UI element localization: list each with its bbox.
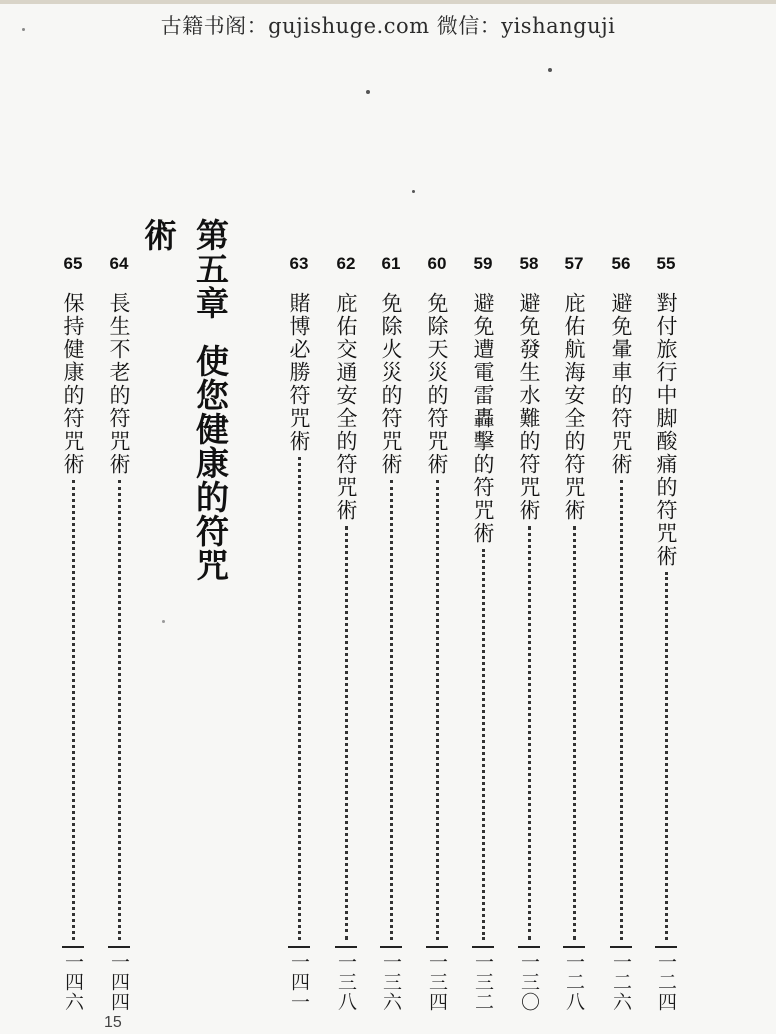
entry-page: 一三八 bbox=[335, 952, 357, 1012]
scan-speck bbox=[366, 90, 370, 94]
leader-dots bbox=[72, 480, 75, 940]
page-dash bbox=[335, 946, 357, 948]
toc-entry[interactable] bbox=[101, 252, 137, 1012]
chapter-number: 第五章 bbox=[191, 218, 230, 320]
entry-title: 庇佑航海安全的符咒術 bbox=[562, 292, 586, 522]
entry-page: 一四六 bbox=[62, 952, 84, 1012]
toc-entry[interactable] bbox=[328, 252, 364, 1012]
top-strip bbox=[0, 0, 776, 4]
entry-page: 一二六 bbox=[610, 952, 632, 1012]
page-dash bbox=[518, 946, 540, 948]
toc-entry[interactable] bbox=[556, 252, 592, 1012]
entry-number: 58 bbox=[519, 254, 539, 273]
toc-entry[interactable] bbox=[603, 252, 639, 1012]
entry-title: 庇佑交通安全的符咒術 bbox=[334, 292, 358, 522]
entry-number: 63 bbox=[289, 254, 309, 273]
toc-entry[interactable] bbox=[511, 252, 547, 1012]
toc-entry[interactable] bbox=[465, 252, 501, 1012]
chapter-title: 使您健康的符咒術 bbox=[139, 218, 230, 582]
page-dash bbox=[62, 946, 84, 948]
scan-speck bbox=[548, 68, 552, 72]
leader-dots bbox=[436, 480, 439, 940]
entry-number: 62 bbox=[336, 254, 356, 273]
page-number-fragment: 15 bbox=[104, 1014, 122, 1031]
entry-title: 保持健康的符咒術 bbox=[61, 292, 85, 476]
leader-dots bbox=[573, 526, 576, 940]
page-dash bbox=[610, 946, 632, 948]
entry-number: 61 bbox=[381, 254, 401, 273]
leader-dots bbox=[390, 480, 393, 940]
entry-page: 一二四 bbox=[655, 952, 677, 1012]
page-dash bbox=[108, 946, 130, 948]
entry-page: 一二八 bbox=[563, 952, 585, 1012]
leader-dots bbox=[665, 572, 668, 940]
page-dash bbox=[380, 946, 402, 948]
leader-dots bbox=[298, 457, 301, 940]
entry-title: 避免遭電雷轟擊的符咒術 bbox=[471, 292, 495, 545]
leader-dots bbox=[528, 526, 531, 940]
toc-entry[interactable] bbox=[648, 252, 684, 1012]
scan-speck bbox=[22, 28, 25, 31]
entry-page: 一三六 bbox=[380, 952, 402, 1012]
entry-number: 65 bbox=[63, 254, 83, 273]
entry-page: 一三〇 bbox=[518, 952, 540, 1012]
entry-page: 一三二 bbox=[472, 952, 494, 1012]
entry-page: 一四一 bbox=[288, 952, 310, 1012]
page-dash bbox=[288, 946, 310, 948]
toc-entry[interactable] bbox=[373, 252, 409, 1012]
watermark-text: 古籍书阁：gujishuge.com 微信：yishanguji bbox=[160, 14, 616, 38]
scan-speck bbox=[162, 620, 165, 623]
entry-number: 55 bbox=[656, 254, 676, 273]
leader-dots bbox=[482, 549, 485, 940]
entry-title: 免除天災的符咒術 bbox=[425, 292, 449, 476]
leader-dots bbox=[620, 480, 623, 940]
entry-title: 賭博必勝符咒術 bbox=[287, 292, 311, 453]
entry-page: 一三四 bbox=[426, 952, 448, 1012]
entry-title: 對付旅行中脚酸痛的符咒術 bbox=[654, 292, 678, 568]
entry-number: 57 bbox=[564, 254, 584, 273]
entry-title: 免除火災的符咒術 bbox=[379, 292, 403, 476]
scan-speck bbox=[412, 190, 415, 193]
entry-number: 64 bbox=[109, 254, 129, 273]
page-dash bbox=[472, 946, 494, 948]
toc-entry[interactable] bbox=[419, 252, 455, 1012]
toc-entry[interactable] bbox=[281, 252, 317, 1012]
chapter-heading bbox=[139, 218, 236, 608]
page-dash bbox=[426, 946, 448, 948]
entry-title: 長生不老的符咒術 bbox=[107, 292, 131, 476]
entry-number: 59 bbox=[473, 254, 493, 273]
entry-number: 60 bbox=[427, 254, 447, 273]
entry-title: 避免暈車的符咒術 bbox=[609, 292, 633, 476]
entry-page: 一四四 bbox=[108, 952, 130, 1012]
leader-dots bbox=[118, 480, 121, 940]
leader-dots bbox=[345, 526, 348, 940]
page-dash bbox=[655, 946, 677, 948]
page-dash bbox=[563, 946, 585, 948]
toc-entry[interactable] bbox=[55, 252, 91, 1012]
entry-number: 56 bbox=[611, 254, 631, 273]
entry-title: 避免發生水難的符咒術 bbox=[517, 292, 541, 522]
